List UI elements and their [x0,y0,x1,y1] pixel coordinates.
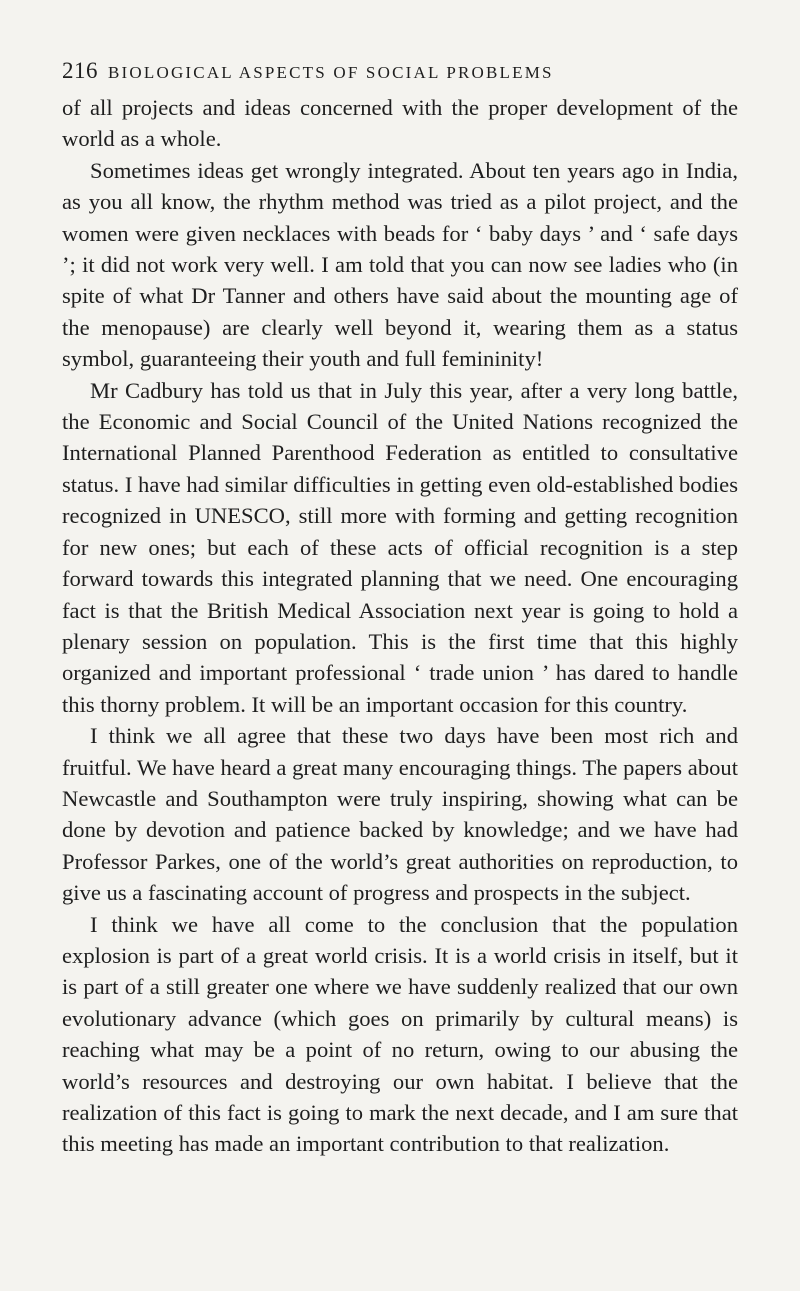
body-text [62,92,738,1160]
paragraph: Mr Cadbury has told us that in July this year, after a very long battle, the Economic and Social Council of the United Nations recognized the International Planned Parenthood Federation as entitled to consultative status. I have had similar difficulties in getting even old-established bodies recognized in UNESCO, still more with forming and getting recognition for new ones; but each of these acts of official recognition is a step forward towards this integrated planning that we need. One encouraging fact is that the British Medical Association next year is going to hold a plenary session on population. This is the first time that this highly organized and important professional ‘ trade union ’ has dared to handle this thorny problem. It will be an important occasion for this country. [62,377,738,717]
page-header [62,58,738,84]
paragraph: I think we all agree that these two days have been most rich and fruitful. We have heard a great many encouraging things. The papers about Newcastle and Southampton were truly inspiring, showing what can be done by devotion and patience backed by knowledge; and we have had Professor Parkes, one of the world’s great authorities on reproduction, to give us a fascinating account of progress and prospects in the subject. [62,723,738,906]
page-number: 216 [62,58,98,83]
paragraph: Sometimes ideas get wrongly integrated. About ten years ago in India, as you all know, the rhythm method was tried as a pilot project, and the women were given necklaces with beads for ‘ baby days ’ and ‘ safe days ’; it did not work very well. I am told that you can now see ladies who (in spite of what Dr Tanner and others have said about the mounting age of the menopause) are clearly well beyond it, wearing them as a status symbol, guaranteeing their youth and full femininity! [62,157,738,372]
paragraph: of all projects and ideas concerned with the proper development of the world as a whole. [62,95,738,152]
paragraph: I think we have all come to the conclusion that the population explosion is part of a great world crisis. It is a world crisis in itself, but it is part of a still greater one where we have suddenly realized that our own evolutionary advance (which goes on primarily by cultural means) is reaching what may be a point of no return, owing to our abusing the world’s resources and destroying our own habitat. I believe that the realization of this fact is going to mark the next decade, and I am sure that this meeting has made an important contribution to that realization. [62,911,738,1157]
running-head: BIOLOGICAL ASPECTS OF SOCIAL PROBLEMS [108,63,554,82]
book-page [62,58,738,1160]
